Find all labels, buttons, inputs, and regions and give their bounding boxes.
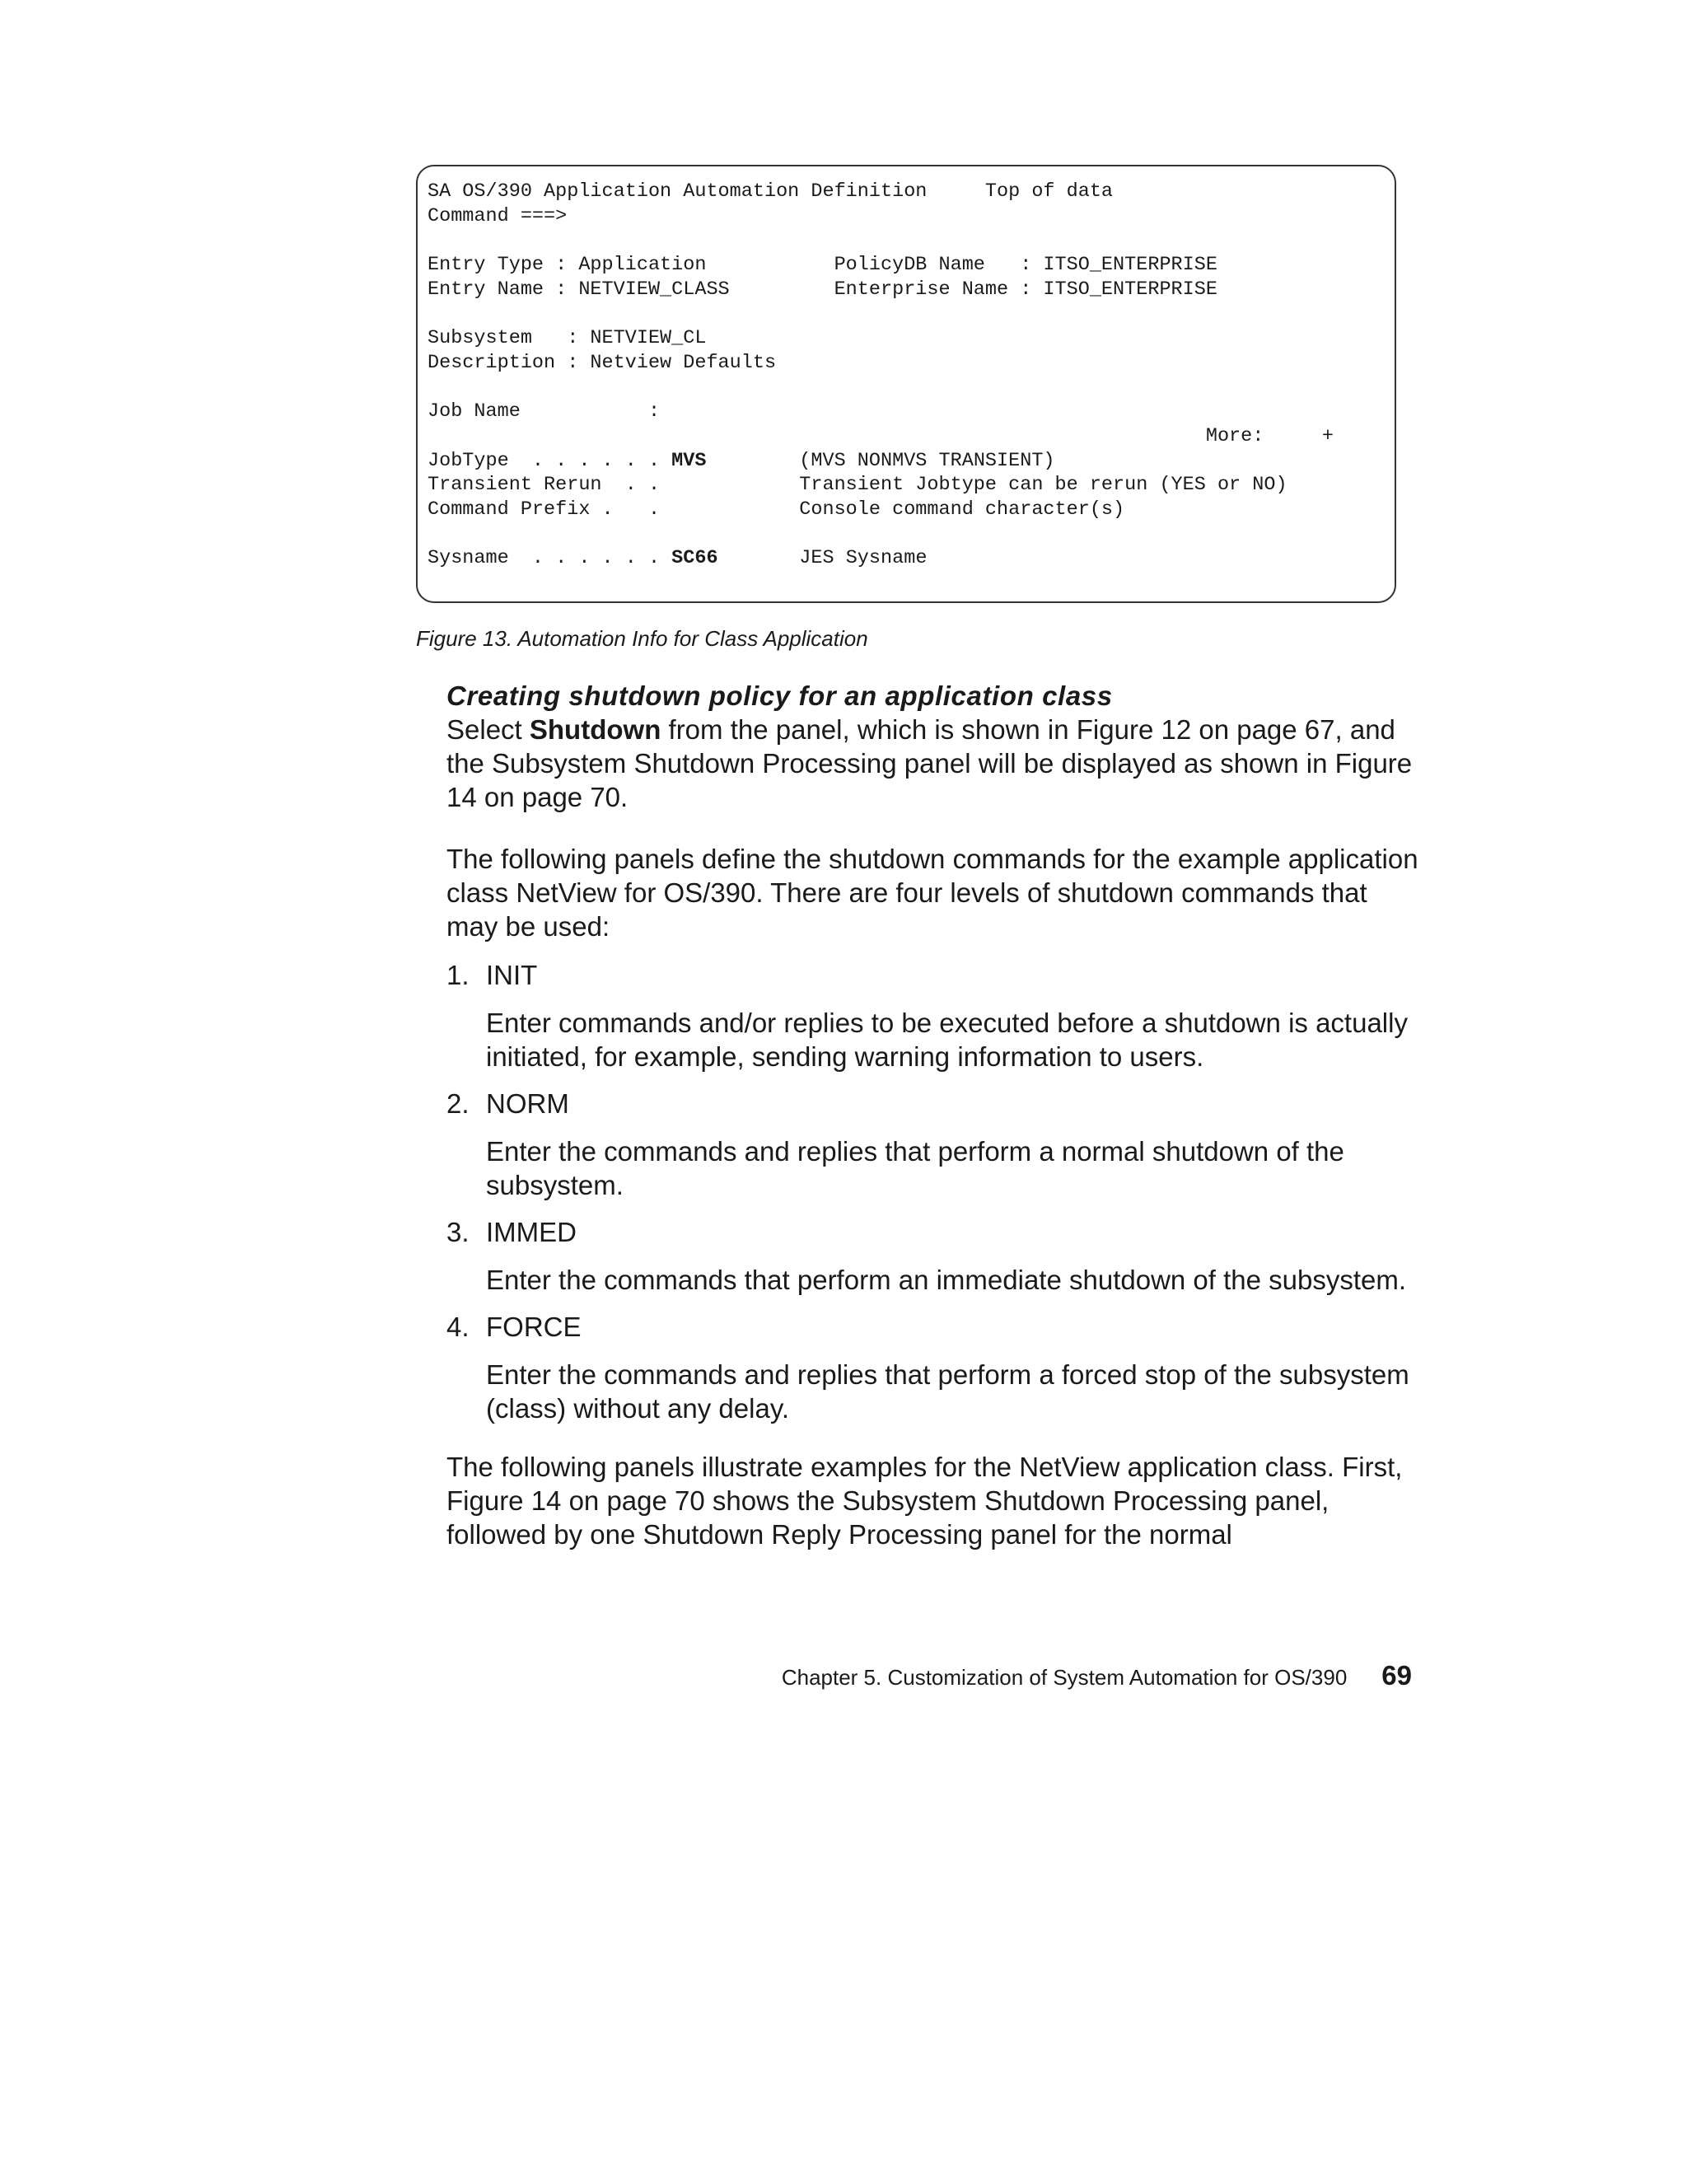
list-item: [446, 1310, 1418, 1425]
jobtype-hint: (MVS NONMVS TRANSIENT): [706, 449, 1055, 472]
screen-line: Description : Netview Defaults: [428, 351, 777, 374]
terminal-screen-figure: [416, 165, 1396, 603]
screen-line: SA OS/390 Application Automation Definition Top of data: [428, 180, 1114, 203]
screen-line-jobtype: [428, 449, 1334, 474]
body-content: [446, 679, 1418, 1551]
footer-chapter-title: Chapter 5. Customization of System Automation for OS/390: [781, 1665, 1348, 1690]
intro-text-end: from the panel, which is shown in Figure 12 on page 67, and the Subsystem Shutdown Processing panel will be displayed as shown in Figure 14 on page 70.: [446, 714, 1413, 812]
screen-line: [428, 376, 1334, 400]
item-name: FORCE: [486, 1312, 582, 1342]
sysname-hint: JES Sysname: [717, 547, 928, 570]
terminal-screen-text: [428, 180, 1334, 571]
screen-line: [428, 228, 1334, 253]
page-number: 69: [1381, 1660, 1412, 1691]
screen-line: More: +: [428, 424, 1334, 447]
figure-caption: Figure 13. Automation Info for Class Application: [416, 626, 868, 651]
page-footer: [769, 1660, 1412, 1691]
sysname-label: Sysname . . . . . .: [428, 547, 672, 570]
screen-line: [428, 302, 1334, 326]
item-name: INIT: [486, 960, 538, 990]
sysname-value: SC66: [671, 547, 718, 570]
item-description: Enter the commands and replies that perform a forced stop of the subsystem (class) without any delay.: [486, 1359, 1409, 1424]
intro-text-start: Select: [446, 714, 530, 745]
section-heading: Creating shutdown policy for an application class: [446, 680, 1113, 711]
jobtype-value: MVS: [671, 449, 707, 472]
item-name: IMMED: [486, 1217, 577, 1247]
item-name: NORM: [486, 1088, 569, 1119]
list-item: [446, 958, 1418, 1073]
screen-line: [428, 522, 1334, 547]
screen-line: Job Name :: [428, 400, 661, 423]
screen-line-sysname: [428, 546, 1334, 571]
intro-paragraph: [446, 713, 1418, 814]
screen-line: Subsystem : NETVIEW_CL: [428, 327, 707, 350]
shutdown-levels-list: [446, 958, 1418, 1425]
list-item: [446, 1087, 1418, 1202]
screen-line: Transient Rerun . . Transient Jobtype can be rerun (YES or NO): [428, 474, 1287, 497]
item-number: 2.: [446, 1088, 470, 1119]
list-item: [446, 1215, 1418, 1297]
jobtype-label: JobType . . . . . .: [428, 449, 672, 472]
closing-paragraph: The following panels illustrate examples for the NetView application class. First, Figure 14 on page 70 shows the Subsystem Shutdown Processing panel, followed by one Shutdown Reply Processing panel for the normal: [446, 1452, 1403, 1550]
screen-line: Entry Type : Application PolicyDB Name : ITSO_ENTERPRISE: [428, 254, 1217, 277]
item-number: 1.: [446, 960, 470, 990]
item-number: 3.: [446, 1217, 470, 1247]
item-description: Enter commands and/or replies to be executed before a shutdown is actually initiated, for example, sending warning information to users.: [486, 1008, 1408, 1072]
levels-intro-paragraph: The following panels define the shutdown commands for the example application class NetView for OS/390. There are four levels of shutdown commands that may be used:: [446, 844, 1418, 942]
screen-line: Command ===>: [428, 204, 568, 227]
screen-line: Entry Name : NETVIEW_CLASS Enterprise Name : ITSO_ENTERPRISE: [428, 278, 1217, 301]
item-description: Enter the commands that perform an immediate shutdown of the subsystem.: [486, 1265, 1407, 1295]
item-description: Enter the commands and replies that perform a normal shutdown of the subsystem.: [486, 1136, 1344, 1200]
shutdown-keyword: Shutdown: [529, 714, 661, 745]
item-number: 4.: [446, 1312, 470, 1342]
screen-line: Command Prefix . . Console command character(s): [428, 498, 1125, 521]
